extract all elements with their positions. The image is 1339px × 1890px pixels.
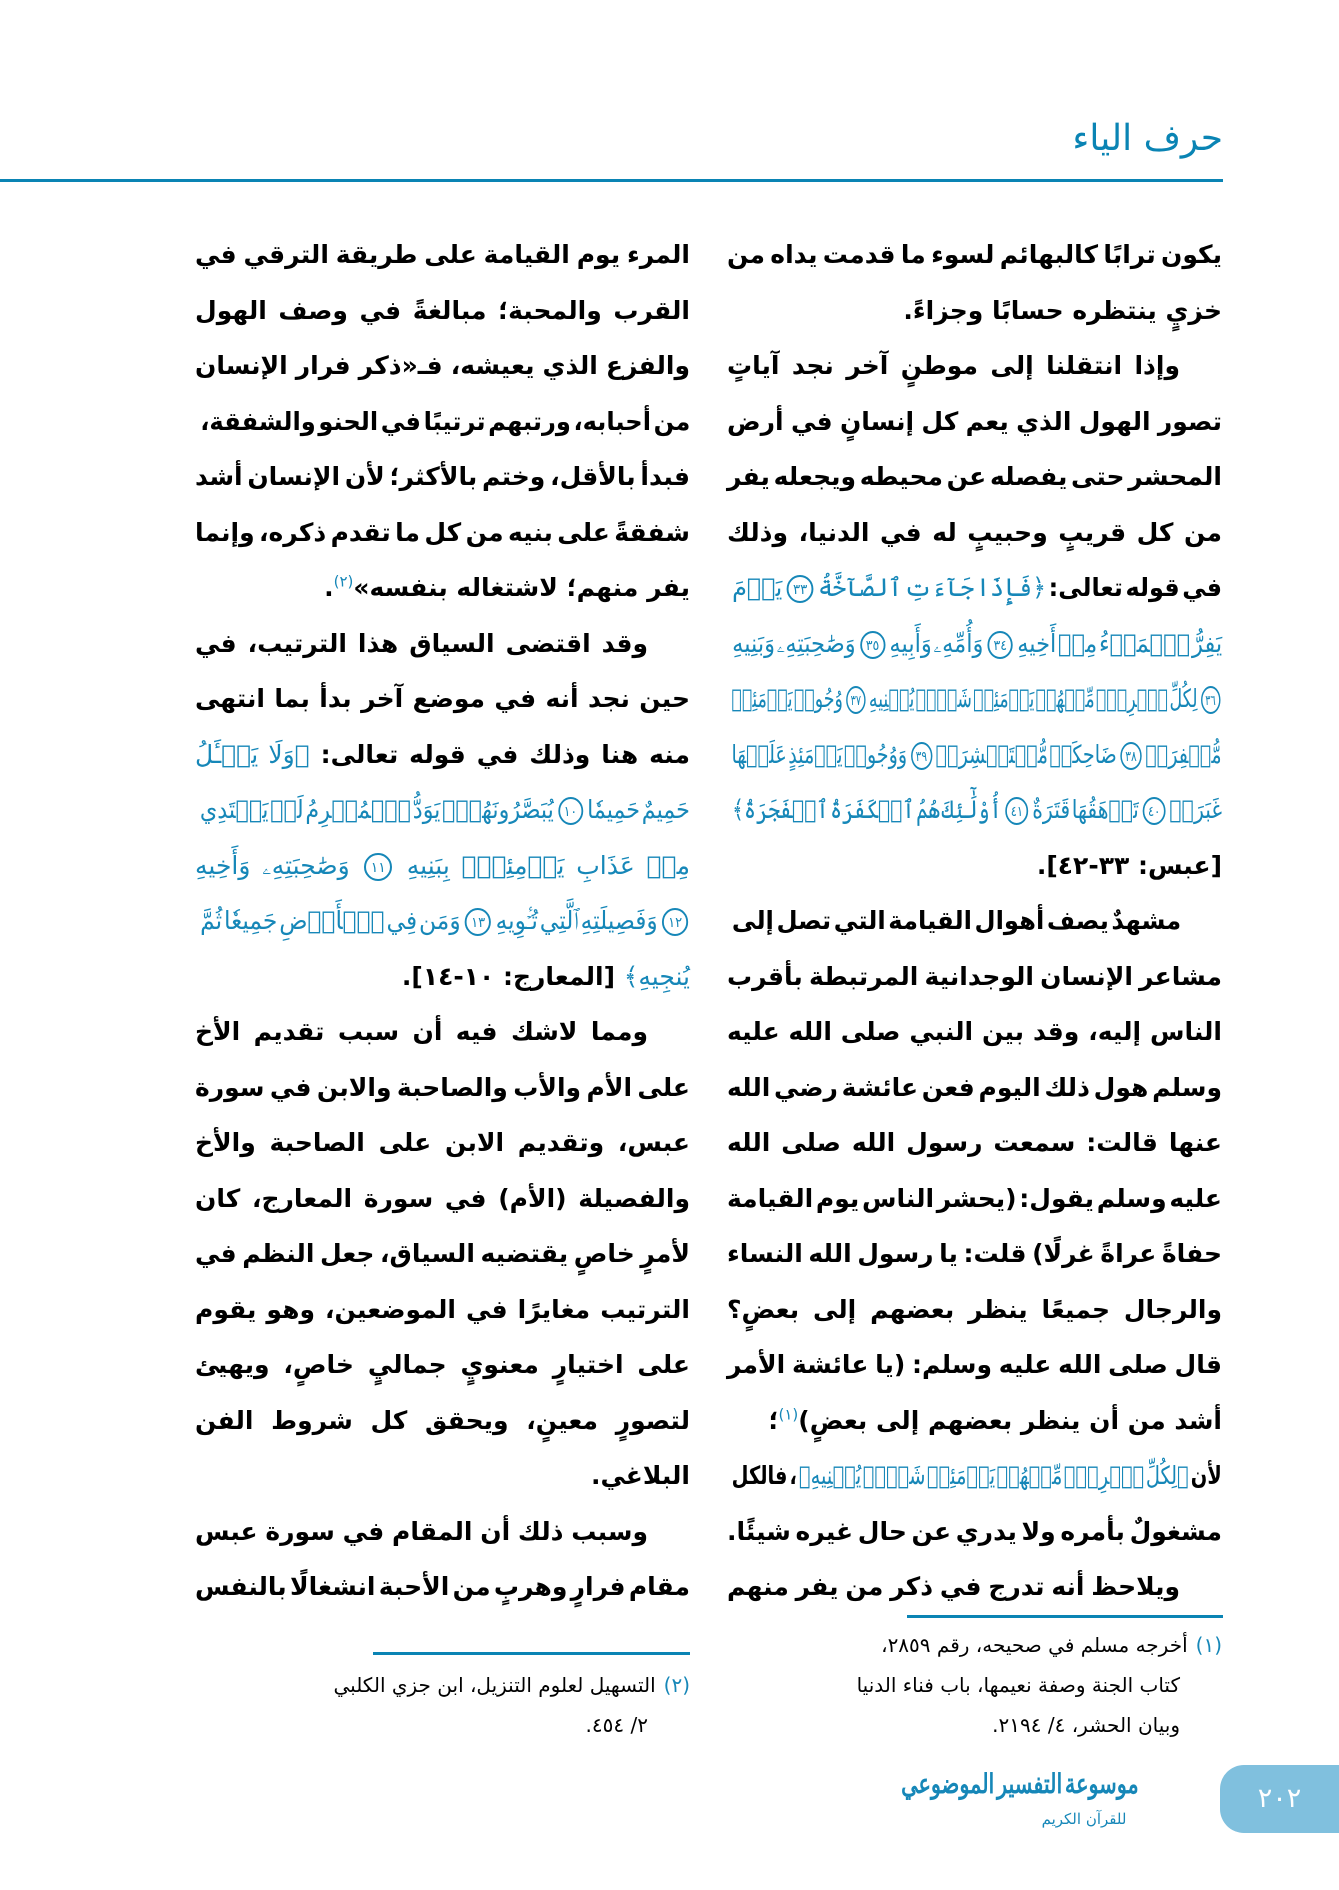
body-text: يفر منهم؛ لاشتغاله بنفسه»: [353, 573, 690, 602]
body-text: عليه وسلم يقول: (يحشر الناس يوم القيامة: [727, 1183, 1222, 1213]
quran-verse: أُوْلَٰٓئِكَ هُمُ ٱلۡكَفَرَةُ ٱلۡفَجَرَةُ﴾: [731, 795, 1002, 824]
quran-verse: يُبَصَّرُونَهُمۡۚ يَوَدُّ ٱلۡمُجۡرِمُ لَوۡ يَفۡتَدِي: [199, 795, 554, 824]
quran-verse: يَفِرُّ ٱلۡمَرۡءُ مِنۡ أَخِيهِ: [1017, 628, 1222, 658]
logo-title: موسوعة التفسير الموضوعي: [901, 1769, 1139, 1800]
text-line: [195, 1115, 690, 1171]
quran-verse: وَصَٰحِبَتِهِۦ وَأَخِيهِ: [195, 850, 350, 880]
body-text: البلاغي.: [590, 1461, 690, 1490]
footnote-text: وبيان الحشر، ٤/ ٢١٩٤.: [992, 1713, 1180, 1737]
footnote-reference[interactable]: (١): [778, 1405, 799, 1424]
quran-verse: يُنجِيهِ﴾: [623, 961, 690, 991]
text-line: [195, 449, 690, 505]
left-column: [195, 227, 690, 1615]
text-line: [727, 1337, 1222, 1393]
text-line: [732, 893, 1222, 949]
footnote-2: [195, 1665, 690, 1745]
text-line: [195, 616, 690, 672]
body-text: والفزع الذي يعيشه، فـ«ذكر فرار الإنسان: [195, 351, 690, 380]
body-text: شفقةً على بنيه من كل ما تقدم ذكره، وإنما: [195, 517, 690, 547]
body-text: لأمرٍ خاصٍ يقتضيه السياق، جعل النظم في: [195, 1239, 690, 1268]
quran-verse: وَفَصِيلَتِهِ ٱلَّتِي تُـٔۡوِيهِ: [495, 906, 658, 935]
header-rule: [0, 179, 1223, 182]
body-text: على الأم والأب والصاحبة والابن في سورة: [195, 1072, 690, 1102]
text-line: [727, 227, 1222, 283]
text-line: [195, 1226, 690, 1282]
text-line: [195, 227, 690, 283]
footnote-separator-left: [373, 1652, 690, 1655]
quran-verse: حَمِيمٌ حَمِيمٗا: [587, 795, 690, 824]
verse-citation: [عبس: ٣٣-٤٢].: [1036, 850, 1222, 880]
right-column: [727, 227, 1222, 1615]
text-line: [732, 727, 1222, 783]
body-text: فبدأ بالأقل، وختم بالأكثر؛ لأن الإنسان أشد: [195, 462, 690, 491]
body-text: ، فالكل: [731, 1461, 798, 1490]
ayah-number-marker: ٤٠: [1143, 797, 1166, 825]
body-text: القرب والمحبة؛ مبالغةً في وصف الهول: [195, 295, 690, 325]
text-line: [727, 449, 1222, 505]
text-line: [732, 782, 1222, 838]
text-line: [727, 1171, 1222, 1227]
text-line: [727, 838, 1222, 894]
body-text: تصور الهول الذي يعم كل إنسانٍ في أرض: [727, 406, 1222, 436]
text-line: [727, 1559, 1222, 1615]
footnote-text: التسهيل لعلوم التنزيل، ابن جزي الكلبي: [333, 1673, 656, 1697]
page-number: ٢٠٢: [1220, 1765, 1339, 1833]
quran-verse: مِنۡ عَذَابِ يَوۡمِئِذِۭ بِبَنِيهِ: [406, 850, 690, 880]
body-text: ومما لاشك فيه أن سبب تقديم الأخ: [195, 1017, 648, 1046]
body-text: وسبب ذلك أن المقام في سورة عبس: [195, 1516, 648, 1546]
quran-verse: تَرۡهَقُهَا قَتَرَةٌ: [1032, 795, 1139, 824]
quran-verse: وَصَٰحِبَتِهِۦ وَبَنِيهِ: [731, 628, 856, 658]
text-line: [195, 838, 690, 894]
body-text: عبس، وتقديم الابن على الصاحبة والأخ: [195, 1128, 690, 1157]
body-text: يكون ترابًا كالبهائم لسوء ما قدمت يداه من: [727, 240, 1222, 269]
text-line: [732, 560, 1222, 616]
body-text: عنها قالت: سمعت رسول الله صلى الله: [727, 1128, 1222, 1157]
body-text: .: [324, 573, 334, 602]
text-line: [727, 1504, 1222, 1560]
text-line: [195, 949, 690, 1005]
body-text: قال صلى الله عليه وسلم: (يا عائشة الأمر: [727, 1350, 1222, 1379]
verse-citation: [المعارج: ١٠-١٤].: [401, 961, 616, 991]
body-text: ؛: [768, 1405, 779, 1435]
ayah-number-marker: ١٠: [558, 797, 583, 825]
body-text: خزيٍ ينتظره حسابًا وجزاءً.: [903, 295, 1222, 325]
body-text: منه هنا وذلك في قوله تعالى:: [309, 739, 690, 769]
quran-verse: ﴿فَإِذَا جَآءَتِ ٱلصَّآخَّةُ: [817, 573, 1046, 602]
footnote-text: أخرجه مسلم في صحيحه، رقم ٢٨٥٩،: [881, 1633, 1188, 1657]
footnote-number: (٢): [663, 1673, 690, 1697]
footnote-reference[interactable]: (٢): [333, 572, 354, 591]
logo-subtitle: للقرآن الكريم: [1041, 1810, 1127, 1828]
body-text: من أحبابه، ورتبهم ترتيبًا في الحنو والشفقة،: [199, 406, 690, 436]
footnote-number: (١): [1195, 1633, 1222, 1657]
ayah-number-marker: ٤١: [1005, 797, 1028, 825]
body-text: حين نجد أنه في موضع آخر بدأ بما انتهى: [195, 684, 690, 713]
text-line: [195, 338, 690, 394]
quran-verse: يَوۡمَ: [731, 573, 783, 602]
text-line: [732, 1448, 1222, 1504]
body-text: حفاةً عراةً غرلًا) قلت: يا رسول الله النساء: [727, 1239, 1222, 1268]
text-line: [727, 1393, 1222, 1449]
body-text: الترتيب مغايرًا في الموضعين، وهو يقوم: [195, 1294, 690, 1324]
footnote-text: كتاب الجنة وصفة نعيمها، باب فناء الدنيا: [856, 1673, 1180, 1697]
quran-verse: ضَاحِكَةٞ مُّسۡتَبۡشِرَةٞ: [936, 739, 1118, 769]
text-line: [727, 394, 1222, 450]
quran-verse: وَأُمِّهِۦ وَأَبِيهِ: [889, 628, 984, 658]
text-line: [727, 505, 1222, 561]
text-line: [727, 1060, 1222, 1116]
quran-verse: وَمَن فِي ٱلۡأَرۡضِ جَمِيعٗا ثُمَّ: [199, 906, 461, 935]
text-line: [195, 1504, 690, 1560]
text-line: [195, 505, 690, 561]
body-text: المرء يوم القيامة على طريقة الترقي في: [195, 240, 690, 269]
text-line: [195, 671, 690, 727]
quran-verse: ﴿لِكُلِّ ٱمۡرِيٕٖ مِّنۡهُمۡ يَوۡمَئِذٖ شَأۡنٞ يُغۡنِيهِ﴾: [799, 1461, 1189, 1490]
text-line: [195, 1171, 690, 1227]
text-line: [200, 394, 690, 450]
body-text: وقد اقتضى السياق هذا الترتيب، في: [195, 628, 648, 658]
text-line: [732, 616, 1222, 672]
body-text: ويلاحظ أنه تدرج في ذكر من يفر منهم: [727, 1572, 1180, 1601]
body-text: المحشر حتى يفصله عن محيطه ويجعله يفر: [727, 462, 1222, 491]
ayah-number-marker: ٣٤: [987, 631, 1012, 659]
text-line: [195, 1393, 690, 1449]
text-line: [195, 1559, 690, 1615]
body-text: من كل قريبٍ وحبيبٍ له في الدنيا، وذلك: [727, 517, 1222, 547]
ayah-number-marker: ١١: [364, 853, 392, 881]
body-text: أشد من أن ينظر بعضهم إلى بعضٍ): [798, 1405, 1222, 1435]
quran-verse: ﴿وَلَا يَسۡـَٔلُ: [195, 739, 310, 769]
ayah-number-marker: ٣٦: [1201, 686, 1220, 714]
chapter-title: حرف الياء: [1072, 118, 1223, 159]
body-text: في قوله تعالى:: [1045, 573, 1222, 602]
quran-verse: وَوُجُوهٞ يَوۡمَئِذٍ عَلَيۡهَا: [731, 739, 908, 769]
body-text: وإذا انتقلنا إلى موطنٍ آخر نجد آياتٍ: [727, 351, 1180, 380]
body-text: على اختيارٍ معنويٍ جماليٍ خاصٍ، ويهيئ: [195, 1350, 690, 1379]
footnote-separator-right: [907, 1615, 1223, 1618]
body-text: وسلم هول ذلك اليوم فعن عائشة رضي الله: [727, 1072, 1222, 1102]
body-text: لأن: [1188, 1461, 1222, 1490]
quran-verse: مُّسۡفِرَةٞ: [1145, 739, 1222, 769]
body-text: والرجال جميعًا ينظر بعضهم إلى بعضٍ؟: [727, 1294, 1222, 1324]
body-text: الناس إليه، وقد بين النبي صلى الله عليه: [727, 1017, 1222, 1046]
body-text: لتصورٍ معينٍ، ويحقق كل شروط الفن: [195, 1405, 690, 1435]
encyclopedia-logo: [901, 1762, 1174, 1846]
body-text: والفصيلة (الأم) في سورة المعارج، كان: [195, 1183, 690, 1213]
ayah-number-marker: ٣٩: [911, 742, 932, 770]
quran-verse: لِكُلِّ ٱمۡرِيٕٖ مِّنۡهُمۡ يَوۡمَئِذٖ شَأۡنٞ يُغۡنِيهِ: [869, 684, 1198, 713]
text-line: [195, 283, 690, 339]
ayah-number-marker: ٣٨: [1121, 742, 1142, 770]
quran-verse: وُجُوهٞ يَوۡمَئِذٖ: [731, 684, 844, 713]
body-text: مقام فرارٍ وهربٍ من الأحبة انشغالًا بالنفس: [195, 1572, 690, 1601]
text-line: [727, 283, 1222, 339]
text-line: [727, 1226, 1222, 1282]
text-line: [727, 1004, 1222, 1060]
body-text: مشغولٌ بأمره ولا يدري عن حال غيره شيئًا.: [727, 1516, 1222, 1546]
text-line: [195, 1337, 690, 1393]
text-line: [727, 949, 1222, 1005]
footnote-text: ٢/ ٤٥٤.: [585, 1713, 648, 1737]
body-text: مشهدٌ يصف أهوال القيامة التي تصل إلى: [731, 906, 1182, 935]
body-text: مشاعر الإنسان الوجدانية المرتبطة بأقرب: [727, 961, 1222, 991]
text-line: [727, 1115, 1222, 1171]
footnote-1: [727, 1625, 1222, 1745]
ayah-number-marker: ٣٧: [847, 686, 866, 714]
text-line: [727, 338, 1222, 394]
ayah-number-marker: ١٢: [662, 908, 688, 936]
text-line: [195, 1282, 690, 1338]
text-line: [727, 1282, 1222, 1338]
text-line: [195, 727, 690, 783]
text-line: [195, 1060, 690, 1116]
text-line: [200, 893, 690, 949]
text-line: [195, 560, 690, 616]
text-line: [732, 671, 1222, 727]
ayah-number-marker: ٣٥: [860, 631, 885, 659]
text-line: [195, 1448, 690, 1504]
ayah-number-marker: ١٣: [465, 908, 491, 936]
ayah-number-marker: ٣٣: [787, 575, 814, 603]
text-line: [200, 782, 690, 838]
quran-verse: غَبَرَةٞ: [1169, 795, 1222, 824]
text-line: [195, 1004, 690, 1060]
